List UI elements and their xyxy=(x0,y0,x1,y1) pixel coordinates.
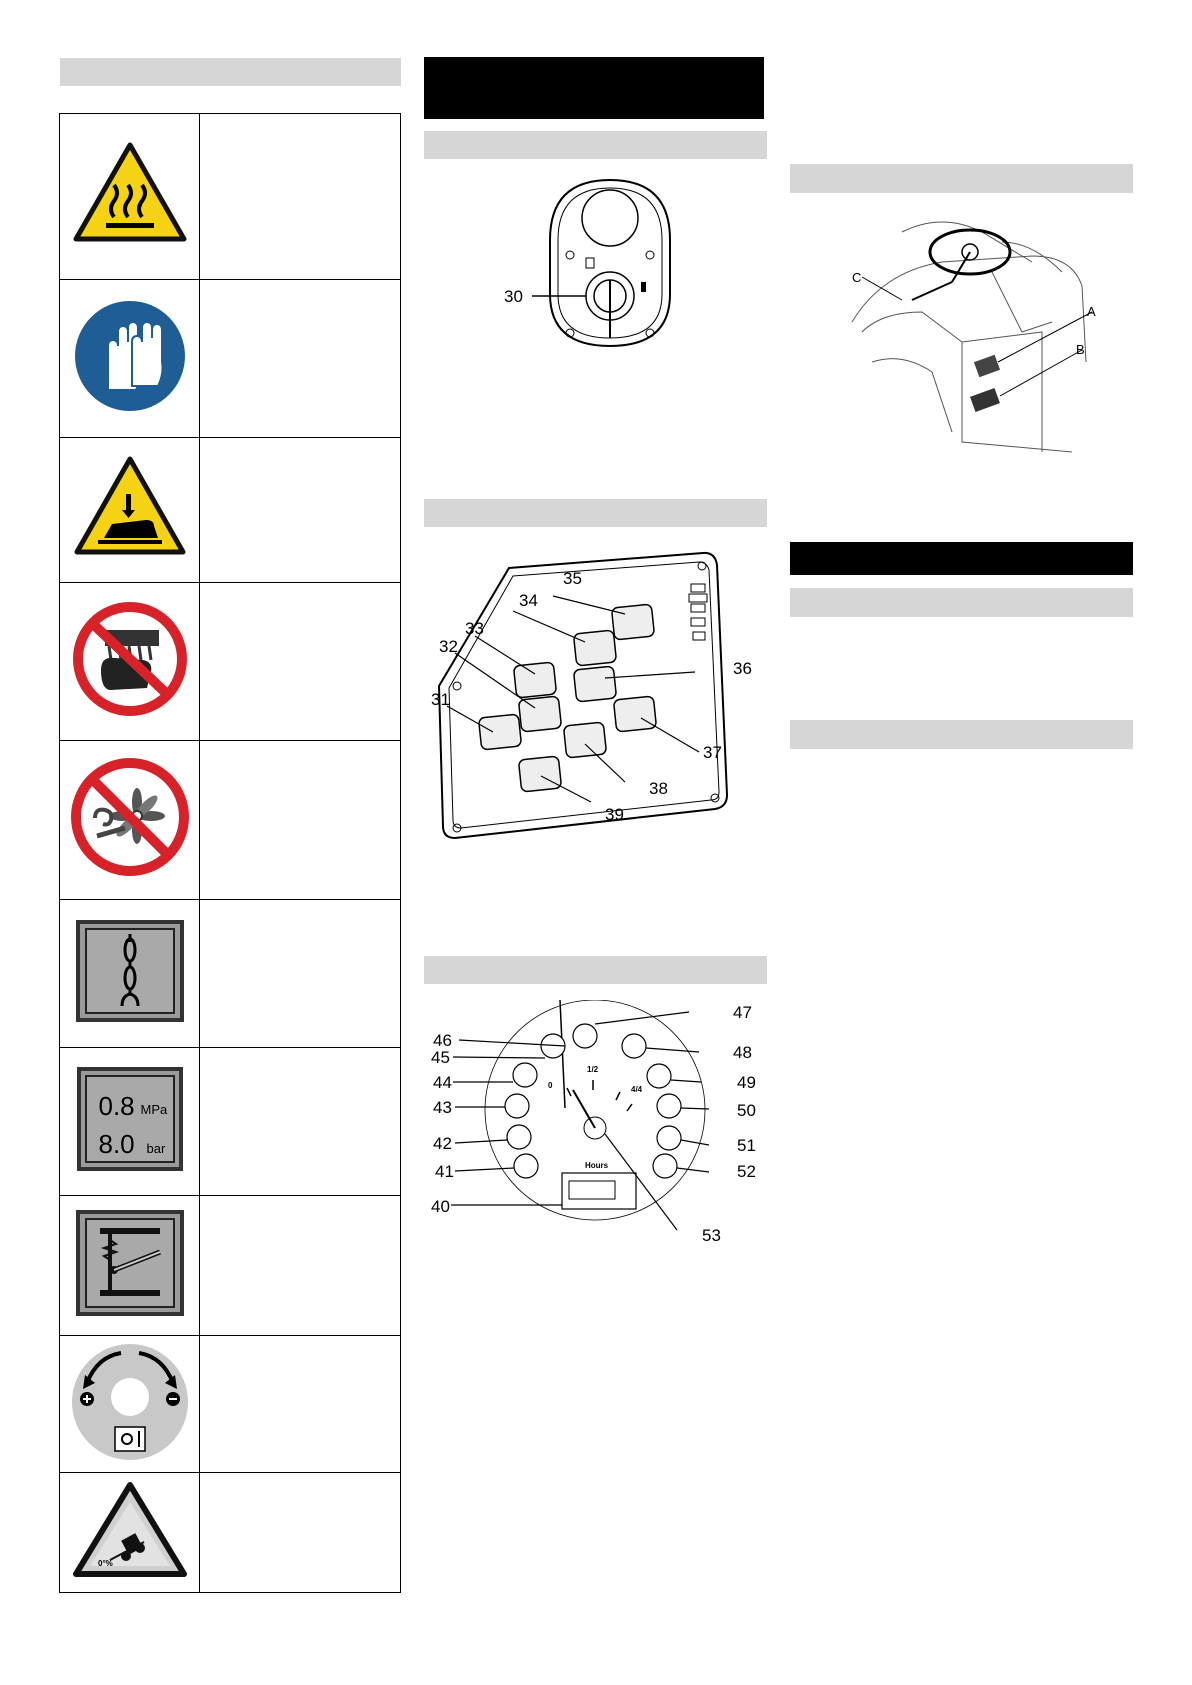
table-row xyxy=(60,1047,401,1195)
crush-hazard-hand-icon xyxy=(72,454,188,560)
callout-31: 31 xyxy=(431,690,450,709)
jack-point-icon xyxy=(76,1210,184,1316)
callout-32: 32 xyxy=(439,637,458,656)
callout-47: 47 xyxy=(733,1003,752,1022)
callout-48: 48 xyxy=(733,1043,752,1062)
callout-34: 34 xyxy=(519,591,538,610)
operation-chapter-bar xyxy=(790,542,1133,575)
tyre-pressure-icon xyxy=(77,1067,183,1171)
callout-53: 53 xyxy=(702,1226,721,1245)
seat-section-header xyxy=(790,164,1133,193)
no-touching-fan-icon xyxy=(69,756,191,878)
callout-39: 39 xyxy=(605,805,624,824)
ignition-switch-figure xyxy=(490,178,690,348)
pressure-mpa-value: 0.8 xyxy=(98,1090,135,1121)
callout-49: 49 xyxy=(737,1073,756,1092)
operator-seat-figure xyxy=(842,212,1112,472)
seat-label-b: B xyxy=(1076,342,1085,357)
table-row xyxy=(60,1336,401,1472)
tipping-angle-label: 0°% xyxy=(97,1558,113,1568)
switch-panel-section-header xyxy=(424,499,767,527)
seat-label-c: C xyxy=(852,270,862,285)
switch-panel-figure xyxy=(425,548,765,848)
operation-subsection-header-1 xyxy=(790,588,1133,617)
operation-subsection-header-2 xyxy=(790,720,1133,749)
callout-37: 37 xyxy=(703,743,722,762)
symbols-section-header xyxy=(60,58,401,86)
safety-symbols-table xyxy=(59,113,401,1593)
hours-label: Hours xyxy=(585,1161,609,1170)
callout-43: 43 xyxy=(433,1098,452,1117)
table-row xyxy=(60,1196,401,1336)
gauge-label-zero: 0 xyxy=(548,1081,553,1090)
callout-51: 51 xyxy=(737,1136,756,1155)
ignition-section-header xyxy=(424,131,767,159)
callout-30: 30 xyxy=(504,287,523,306)
pressure-bar-unit: bar xyxy=(146,1140,166,1156)
tipping-hazard-icon xyxy=(70,1480,190,1580)
callout-42: 42 xyxy=(433,1134,452,1153)
instrument-cluster-figure xyxy=(425,1000,765,1250)
gauge-label-full: 4/4 xyxy=(631,1085,643,1094)
callout-50: 50 xyxy=(737,1101,756,1120)
callout-44: 44 xyxy=(433,1073,452,1092)
pressure-mpa-unit: MPa xyxy=(140,1101,168,1117)
table-row xyxy=(60,741,401,899)
table-row xyxy=(60,582,401,740)
callout-33: 33 xyxy=(465,619,484,638)
seat-label-a: A xyxy=(1087,304,1096,319)
lifting-chain-icon xyxy=(76,920,184,1022)
no-reaching-in-icon xyxy=(71,600,189,718)
callout-46: 46 xyxy=(433,1031,452,1050)
callout-40: 40 xyxy=(431,1197,450,1216)
table-row xyxy=(60,1472,401,1592)
gauge-label-half: 1/2 xyxy=(587,1065,599,1074)
table-row xyxy=(60,114,401,280)
chapter-header-bar xyxy=(424,57,764,119)
callout-35: 35 xyxy=(563,569,582,588)
callout-45: 45 xyxy=(431,1048,450,1067)
wear-gloves-icon xyxy=(72,298,188,414)
table-row xyxy=(60,899,401,1047)
pressure-bar-value: 8.0 xyxy=(98,1128,135,1159)
table-row xyxy=(60,437,401,582)
instrument-section-header xyxy=(424,956,767,984)
callout-52: 52 xyxy=(737,1162,756,1181)
adjustment-knob-icon xyxy=(69,1341,191,1463)
table-row xyxy=(60,280,401,437)
hot-surface-warning-icon xyxy=(70,139,190,249)
callout-41: 41 xyxy=(435,1162,454,1181)
callout-38: 38 xyxy=(649,779,668,798)
callout-36: 36 xyxy=(733,659,752,678)
